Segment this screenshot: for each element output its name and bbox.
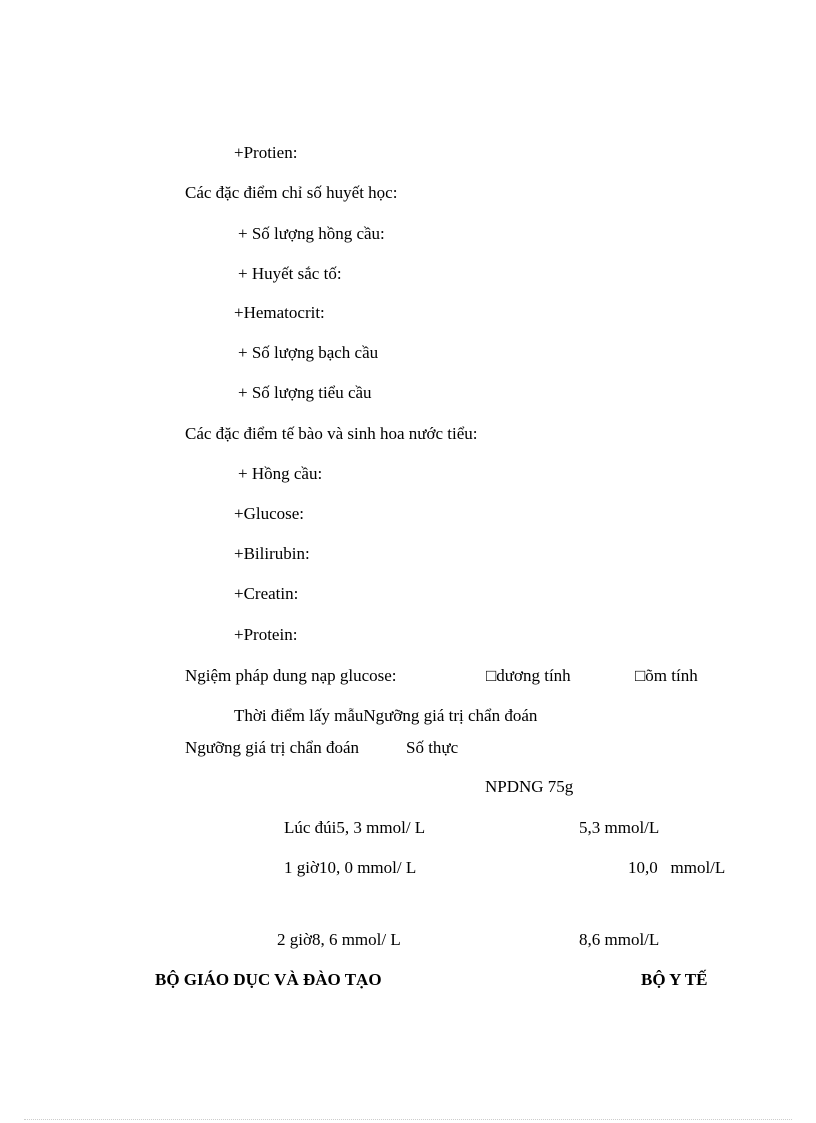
page-divider — [24, 1119, 792, 1120]
ogtt-row-fasting-threshold: Lúc đúi5, 3 mmol/ L — [284, 818, 426, 837]
ogtt-option-negative[interactable]: □õm tính — [635, 666, 698, 685]
ogtt-row-2h-threshold: 2 giờ8, 6 mmol/ L — [277, 930, 401, 949]
item-creatin: +Creatin: — [234, 584, 299, 603]
urine-heading: Các đặc điểm tế bào và sinh hoa nước tiểu: — [185, 424, 478, 443]
item-protein: +Protein: — [234, 625, 298, 644]
item-hematocrit: +Hematocrit: — [234, 303, 325, 322]
item-hemoglobin: + Huyết sắc tố: — [238, 264, 342, 283]
ogtt-header-actual: Số thực — [406, 738, 459, 757]
ogtt-header-threshold: Ngưỡng giá trị chẩn đoán — [185, 738, 359, 757]
ogtt-label: Ngiệm pháp dung nạp glucose: — [185, 666, 397, 685]
item-platelet-count: + Số lượng tiểu cầu — [238, 383, 372, 402]
ogtt-row-1h-threshold: 1 giờ10, 0 mmol/ L — [284, 858, 417, 877]
ogtt-row-fasting-actual: 5,3 mmol/L — [579, 818, 660, 837]
item-rbc-count: + Số lượng hồng cầu: — [238, 224, 385, 243]
ogtt-row-1h-actual: 10,0 mmol/L — [628, 858, 726, 877]
ogtt-header-line1: Thời điểm lấy mẫuNgưỡng giá trị chẩn đoán — [234, 706, 538, 725]
footer-ministry-health: BỘ Y TẾ — [641, 970, 708, 989]
item-urine-rbc: + Hồng cầu: — [238, 464, 323, 483]
item-bilirubin: +Bilirubin: — [234, 544, 310, 563]
ogtt-row-2h-actual: 8,6 mmol/L — [579, 930, 660, 949]
ogtt-subheader: NPDNG 75g — [485, 777, 574, 796]
item-protien: +Protien: — [234, 143, 298, 162]
footer-ministry-education: BỘ GIÁO DỤC VÀ ĐÀO TẠO — [155, 970, 382, 989]
hematology-heading: Các đặc điểm chỉ số huyết học: — [185, 183, 398, 202]
ogtt-option-positive[interactable]: □dương tính — [486, 666, 571, 685]
item-wbc-count: + Số lượng bạch cầu — [238, 343, 379, 362]
item-glucose: +Glucose: — [234, 504, 305, 523]
